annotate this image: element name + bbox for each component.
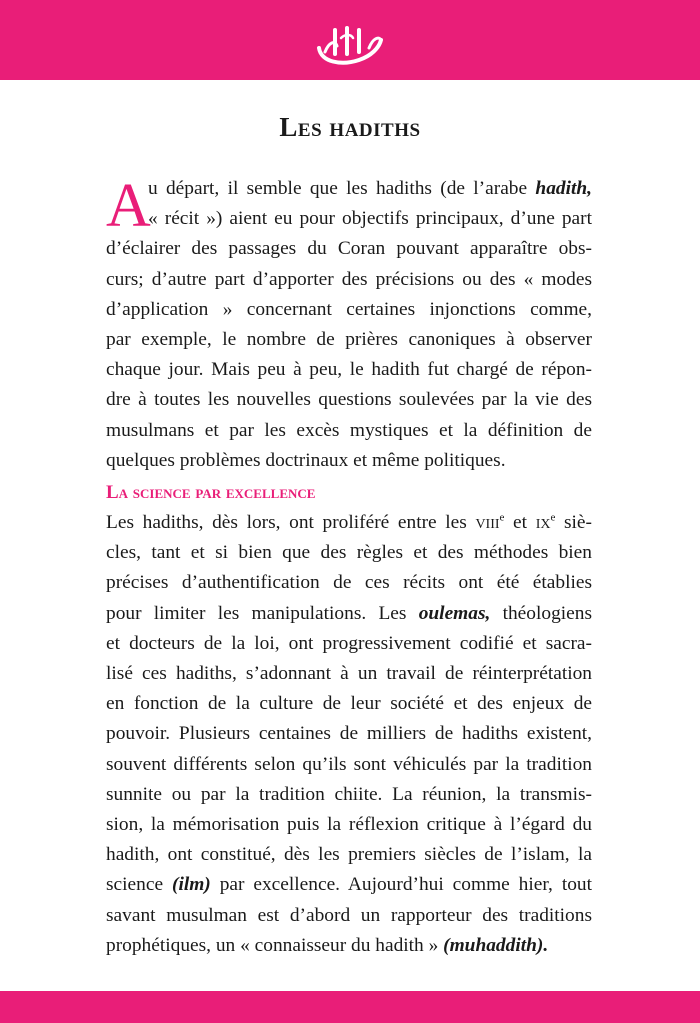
paragraph-line: souvent différents selon qu’ils sont véhiculés par la tradition (106, 753, 592, 775)
paragraph-line: Les hadiths, dès lors, ont proliféré entre les viii$^e$ et $ix^e$ siè- (106, 511, 592, 534)
paragraph-line: hadith, ont constitué, dès les premiers siècles de l’islam, la (106, 844, 592, 866)
paragraph-line: pour limiter les manipulations. Les oulemas, théologiens (106, 602, 592, 624)
footer-band (0, 991, 700, 1023)
paragraph-line: chaque jour. Mais peu à peu, le hadith fut chargé de répon- (106, 359, 592, 381)
allah-calligraphy-icon (311, 18, 389, 70)
paragraph-line: sion, la mémorisation puis la réflexion critique à l’égard du (106, 813, 592, 835)
body-text (106, 174, 592, 961)
drop-cap: A (106, 172, 151, 240)
paragraph-line: quelques problèmes doctrinaux et même politiques. (106, 449, 506, 471)
paragraph-line: science (ilm) par excellence. Aujourd’hui comme hier, tout (106, 874, 592, 896)
page-title: Les hadiths (279, 112, 421, 142)
paragraph-line: par exemple, le nombre de prières canoniques à observer (106, 328, 592, 350)
paragraph-line: d’application » concernant certaines injonctions comme, (106, 298, 592, 320)
paragraph-line: cles, tant et si bien que des règles et des méthodes bien (106, 542, 592, 564)
paragraph-line: précises d’authentification de ces récits ont été établies (106, 572, 592, 594)
paragraph-line: en fonction de la culture de leur société et des enjeux de (106, 693, 592, 715)
paragraph-line: prophétiques, un « connaisseur du hadith » (muhaddith). (106, 934, 549, 956)
paragraph-line: sunnite ou par la tradition chiite. La réunion, la transmis- (106, 783, 592, 805)
paragraph-line: pouvoir. Plusieurs centaines de milliers de hadiths existent, (106, 723, 592, 745)
intro-paragraph (106, 174, 592, 476)
paragraph-line: et docteurs de la loi, ont progressivement codifié et sacra- (106, 632, 592, 654)
paragraph-line: « récit ») aient eu pour objectifs principaux, d’une part (148, 208, 592, 230)
paragraph-line: savant musulman est d’abord un rapporteur des traditions (106, 904, 592, 926)
paragraph-line: u départ, il semble que les hadiths (de l’arabe hadith, (148, 178, 592, 199)
paragraph-line: lisé ces hadiths, s’adonnant à un travail de réinterprétation (106, 663, 592, 684)
paragraph-line: musulmans et par les excès mystiques et la définition de (106, 419, 592, 441)
section-paragraph (106, 538, 592, 961)
paragraph-line: dre à toutes les nouvelles questions soulevées par la vie des (106, 389, 592, 411)
paragraph-line: curs; d’autre part d’apporter des précisions ou des « modes (106, 268, 592, 290)
header-band (0, 0, 700, 80)
paragraph-line: d’éclairer des passages du Coran pouvant apparaître obs- (106, 238, 592, 260)
section-heading: La science par excellence (106, 481, 316, 503)
